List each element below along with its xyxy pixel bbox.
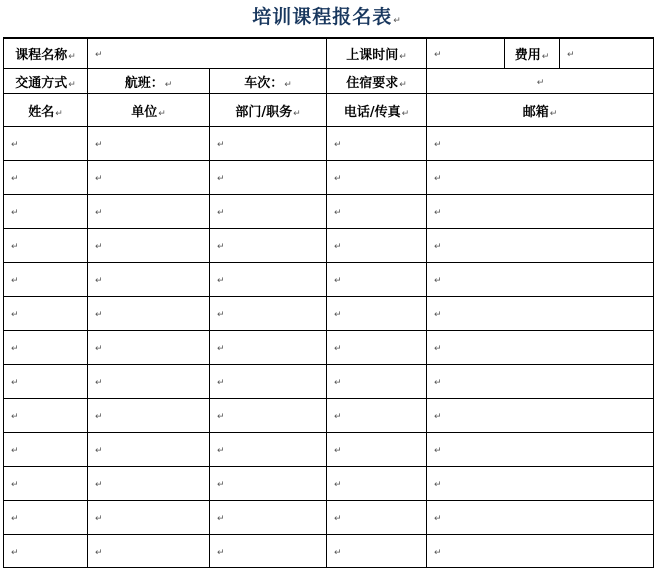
paragraph-mark: ↵ [434, 514, 442, 524]
paragraph-mark: ↵ [11, 208, 19, 218]
paragraph-mark: ↵ [434, 547, 442, 558]
cell-email[interactable] [427, 297, 654, 331]
class-time-field[interactable] [427, 38, 505, 69]
cell-company[interactable] [88, 535, 210, 568]
cell-name[interactable] [4, 501, 88, 535]
paragraph-mark: ↵ [434, 344, 442, 354]
cell-dept-title[interactable] [210, 399, 327, 433]
paragraph-mark: ↵ [217, 140, 225, 150]
paragraph-mark: ↵ [399, 52, 407, 62]
course-info-row [4, 38, 654, 69]
column-header-company: 单位↵ [88, 94, 210, 127]
paragraph-mark: ↵ [95, 140, 103, 150]
paragraph-mark: ↵ [217, 378, 225, 388]
cell-email[interactable] [427, 331, 654, 365]
paragraph-mark: ↵ [11, 242, 19, 252]
fee-field[interactable] [560, 38, 654, 69]
cell-name[interactable] [4, 195, 88, 229]
paragraph-mark: ↵ [434, 446, 442, 456]
cell-name[interactable] [4, 127, 88, 161]
cell-dept-title[interactable] [210, 297, 327, 331]
table-row [4, 161, 654, 195]
cell-name[interactable] [4, 263, 88, 297]
paragraph-mark: ↵ [55, 108, 63, 119]
column-header-phone-fax: 电话/传真↵ [327, 94, 427, 127]
column-header-name: 姓名↵ [4, 94, 88, 127]
paragraph-mark: ↵ [334, 514, 342, 524]
paragraph-mark: ↵ [434, 378, 442, 388]
paragraph-mark: ↵ [293, 108, 301, 119]
paragraph-mark: ↵ [68, 52, 76, 62]
paragraph-mark: ↵ [95, 242, 103, 252]
paragraph-mark: ↵ [11, 174, 19, 184]
cell-phone-fax[interactable] [327, 399, 427, 433]
cell-phone-fax[interactable] [327, 501, 427, 535]
paragraph-mark: ↵ [11, 412, 19, 422]
paragraph-mark: ↵ [284, 79, 292, 90]
table-row [4, 467, 654, 501]
cell-email[interactable] [427, 263, 654, 297]
cell-email[interactable] [427, 535, 654, 568]
table-row [4, 535, 654, 568]
paragraph-mark: ↵ [334, 547, 342, 558]
paragraph-mark: ↵ [217, 242, 225, 252]
train-field[interactable]: 车次：↵ [210, 69, 327, 94]
cell-company[interactable] [88, 501, 210, 535]
registration-table [3, 37, 654, 568]
cell-name[interactable] [4, 399, 88, 433]
cell-phone-fax[interactable] [327, 467, 427, 501]
paragraph-mark: ↵ [434, 480, 442, 490]
cell-phone-fax[interactable] [327, 331, 427, 365]
paragraph-mark: ↵ [549, 108, 558, 119]
paragraph-mark: ↵ [393, 16, 402, 26]
column-header-row [4, 94, 654, 127]
cell-phone-fax[interactable] [327, 535, 427, 568]
cell-company[interactable] [88, 195, 210, 229]
paragraph-mark: ↵ [11, 446, 19, 456]
paragraph-mark: ↵ [334, 174, 342, 184]
transport-row [4, 69, 654, 94]
cell-name[interactable] [4, 161, 88, 195]
cell-dept-title[interactable] [210, 501, 327, 535]
paragraph-mark: ↵ [217, 480, 225, 490]
cell-dept-title[interactable] [210, 467, 327, 501]
paragraph-mark: ↵ [334, 446, 342, 456]
paragraph-mark: ↵ [434, 310, 442, 320]
paragraph-mark: ↵ [217, 547, 225, 558]
table-row [4, 229, 654, 263]
cell-name[interactable] [4, 365, 88, 399]
cell-company[interactable] [88, 229, 210, 263]
paragraph-mark: ↵ [217, 412, 225, 422]
paragraph-mark: ↵ [334, 276, 342, 286]
cell-name[interactable] [4, 433, 88, 467]
class-time-label: 上课时间↵ [327, 38, 427, 69]
paragraph-mark: ↵ [11, 378, 19, 388]
paragraph-mark: ↵ [217, 208, 225, 218]
cell-dept-title[interactable] [210, 535, 327, 568]
table-row [4, 331, 654, 365]
paragraph-mark: ↵ [95, 208, 103, 218]
paragraph-mark: ↵ [68, 79, 76, 90]
paragraph-mark: ↵ [434, 276, 442, 286]
cell-email[interactable] [427, 501, 654, 535]
cell-company[interactable] [88, 365, 210, 399]
cell-phone-fax[interactable] [327, 161, 427, 195]
paragraph-mark: ↵ [541, 52, 550, 62]
cell-email[interactable] [427, 467, 654, 501]
paragraph-mark: ↵ [11, 344, 19, 354]
cell-company[interactable] [88, 263, 210, 297]
cell-company[interactable] [88, 399, 210, 433]
cell-name[interactable] [4, 535, 88, 568]
paragraph-mark: ↵ [95, 310, 103, 320]
column-header-dept-title: 部门/职务↵ [210, 94, 327, 127]
paragraph-mark: ↵ [95, 412, 103, 422]
table-row [4, 399, 654, 433]
cell-phone-fax[interactable] [327, 229, 427, 263]
paragraph-mark: ↵ [217, 174, 225, 184]
cell-dept-title[interactable] [210, 433, 327, 467]
paragraph-mark: ↵ [434, 412, 442, 422]
paragraph-mark: ↵ [95, 514, 103, 524]
paragraph-mark: ↵ [95, 276, 103, 286]
cell-phone-fax[interactable] [327, 365, 427, 399]
table-row [4, 297, 654, 331]
cell-email[interactable] [427, 433, 654, 467]
cell-name[interactable] [4, 467, 88, 501]
paragraph-mark: ↵ [11, 276, 19, 286]
cell-phone-fax[interactable] [327, 263, 427, 297]
course-name-label: 课程名称↵ [4, 38, 88, 69]
paragraph-mark: ↵ [434, 208, 442, 218]
paragraph-mark: ↵ [434, 50, 442, 60]
paragraph-mark: ↵ [434, 174, 442, 184]
paragraph-mark: ↵ [217, 276, 225, 286]
cell-email[interactable] [427, 127, 654, 161]
paragraph-mark: ↵ [95, 446, 103, 456]
cell-company[interactable] [88, 297, 210, 331]
paragraph-mark: ↵ [334, 344, 342, 354]
paragraph-mark: ↵ [11, 547, 19, 558]
cell-company[interactable] [88, 433, 210, 467]
paragraph-mark: ↵ [95, 480, 103, 490]
paragraph-mark: ↵ [11, 514, 19, 524]
form-title: 培训课程报名表↵ [252, 6, 402, 28]
paragraph-mark: ↵ [399, 79, 407, 90]
cell-phone-fax[interactable] [327, 127, 427, 161]
paragraph-mark: ↵ [334, 378, 342, 388]
cell-email[interactable] [427, 365, 654, 399]
table-row [4, 127, 654, 161]
paragraph-mark: ↵ [158, 108, 166, 119]
table-row [4, 501, 654, 535]
cell-name[interactable] [4, 331, 88, 365]
paragraph-mark: ↵ [217, 514, 225, 524]
paragraph-mark: ↵ [567, 50, 575, 60]
cell-company[interactable] [88, 161, 210, 195]
paragraph-mark: ↵ [217, 310, 225, 320]
cell-company[interactable] [88, 127, 210, 161]
paragraph-mark: ↵ [11, 140, 19, 150]
table-row [4, 433, 654, 467]
paragraph-mark: ↵ [334, 208, 342, 218]
cell-email[interactable] [427, 195, 654, 229]
paragraph-mark: ↵ [95, 174, 103, 184]
paragraph-mark: ↵ [95, 547, 103, 558]
column-header-email: 邮箱↵ [427, 94, 654, 127]
paragraph-mark: ↵ [95, 378, 103, 388]
paragraph-mark: ↵ [217, 446, 225, 456]
cell-phone-fax[interactable] [327, 433, 427, 467]
paragraph-mark: ↵ [334, 310, 342, 320]
paragraph-mark: ↵ [217, 344, 225, 354]
table-row [4, 365, 654, 399]
paragraph-mark: ↵ [334, 480, 342, 490]
cell-dept-title[interactable] [210, 331, 327, 365]
paragraph-mark: ↵ [95, 50, 103, 60]
cell-email[interactable] [427, 161, 654, 195]
cell-email[interactable] [427, 399, 654, 433]
cell-name[interactable] [4, 297, 88, 331]
flight-field[interactable]: 航班：↵ [88, 69, 210, 94]
paragraph-mark: ↵ [334, 412, 342, 422]
course-name-field[interactable] [88, 38, 327, 69]
cell-company[interactable] [88, 331, 210, 365]
cell-phone-fax[interactable] [327, 195, 427, 229]
cell-dept-title[interactable] [210, 263, 327, 297]
paragraph-mark: ↵ [536, 77, 545, 88]
paragraph-mark: ↵ [334, 242, 342, 252]
cell-dept-title[interactable] [210, 365, 327, 399]
paragraph-mark: ↵ [11, 310, 19, 320]
cell-dept-title[interactable] [210, 127, 327, 161]
paragraph-mark: ↵ [434, 242, 442, 252]
paragraph-mark: ↵ [434, 140, 442, 150]
table-row [4, 195, 654, 229]
lodging-field[interactable] [427, 69, 654, 94]
paragraph-mark: ↵ [401, 108, 410, 119]
paragraph-mark: ↵ [11, 480, 19, 490]
cell-phone-fax[interactable] [327, 297, 427, 331]
cell-company[interactable] [88, 467, 210, 501]
cell-name[interactable] [4, 229, 88, 263]
fee-label: 费用↵ [505, 38, 560, 69]
cell-dept-title[interactable] [210, 161, 327, 195]
paragraph-mark: ↵ [95, 344, 103, 354]
paragraph-mark: ↵ [164, 79, 173, 90]
cell-email[interactable] [427, 229, 654, 263]
cell-dept-title[interactable] [210, 229, 327, 263]
table-row [4, 263, 654, 297]
cell-dept-title[interactable] [210, 195, 327, 229]
paragraph-mark: ↵ [334, 140, 342, 150]
transport-label: 交通方式↵ [4, 69, 88, 94]
lodging-label: 住宿要求↵ [327, 69, 427, 94]
